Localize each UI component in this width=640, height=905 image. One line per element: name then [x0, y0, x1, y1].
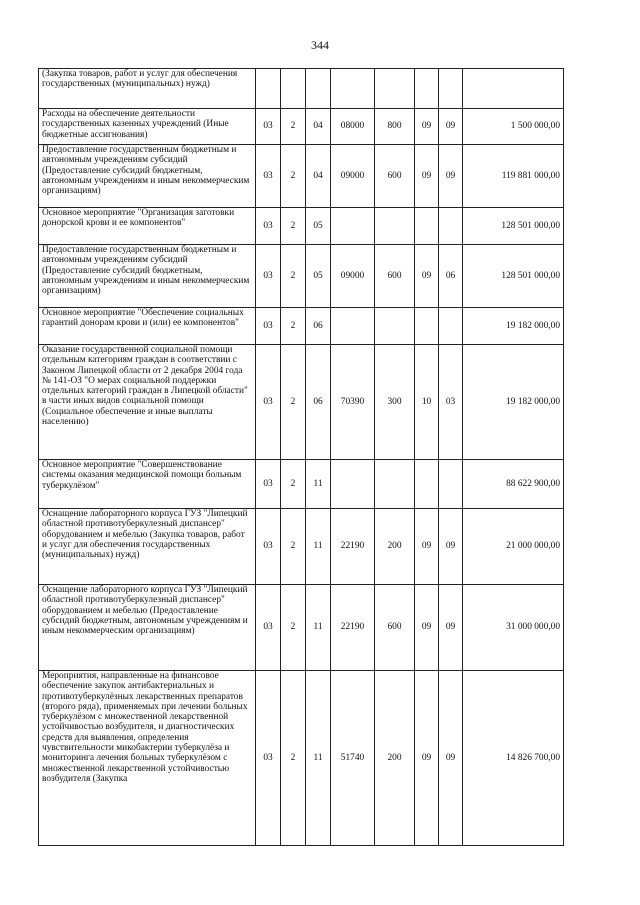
row-description: Оснащение лабораторного корпуса ГУЗ "Липецкий областной противотуберкулезный диспансер" оборудованием и мебелью (Закупка товаров, работ и услуг для обеспечения государственных (муниципальных) нужд) — [39, 509, 256, 585]
main-activity-code: 05 — [306, 245, 331, 308]
main-activity-code: 06 — [306, 345, 331, 460]
main-activity-code: 11 — [306, 509, 331, 585]
table-row — [39, 109, 564, 145]
table-row — [39, 509, 564, 585]
table-row — [39, 145, 564, 208]
direction-code — [331, 208, 375, 245]
subprogram-code: 2 — [281, 145, 306, 208]
main-activity-code: 06 — [306, 308, 331, 345]
amount-value: 128 501 000,00 — [463, 245, 564, 308]
direction-code — [331, 69, 375, 109]
subprogram-code: 2 — [281, 345, 306, 460]
table-row — [39, 345, 564, 460]
expense-type-code: 200 — [375, 509, 415, 585]
table-row — [39, 208, 564, 245]
expense-type-code — [375, 308, 415, 345]
main-activity-code: 11 — [306, 460, 331, 509]
expense-type-code: 600 — [375, 245, 415, 308]
direction-code — [331, 460, 375, 509]
main-activity-code: 04 — [306, 145, 331, 208]
section-code — [415, 308, 439, 345]
expense-type-code — [375, 69, 415, 109]
expense-type-code — [375, 460, 415, 509]
direction-code: 70390 — [331, 345, 375, 460]
section-code — [415, 460, 439, 509]
amount-value: 31 000 000,00 — [463, 585, 564, 671]
section-code — [415, 69, 439, 109]
row-description: Основное мероприятие "Организация заготовки донорской крови и ее компонентов" — [39, 208, 256, 245]
row-description: Основное мероприятие "Совершенствование системы оказания медицинской помощи больным туберкулёзом" — [39, 460, 256, 509]
amount-value: 19 182 000,00 — [463, 345, 564, 460]
amount-value: 119 881 000,00 — [463, 145, 564, 208]
expense-type-code: 600 — [375, 585, 415, 671]
direction-code: 08000 — [331, 109, 375, 145]
subsection-code: 09 — [439, 145, 463, 208]
subprogram-code: 2 — [281, 585, 306, 671]
row-description: Основное мероприятие "Обеспечение социальных гарантий донорам крови и (или) ее компонентов" — [39, 308, 256, 345]
direction-code: 51740 — [331, 671, 375, 846]
section-code: 09 — [415, 585, 439, 671]
table-row — [39, 585, 564, 671]
subprogram-code — [281, 69, 306, 109]
subprogram-code: 2 — [281, 671, 306, 846]
expense-type-code: 600 — [375, 145, 415, 208]
expense-type-code: 300 — [375, 345, 415, 460]
subprogram-code: 2 — [281, 509, 306, 585]
row-description: Расходы на обеспечение деятельности государственных казенных учреждений (Иные бюджетные ассигнования) — [39, 109, 256, 145]
table-row — [39, 460, 564, 509]
program-code: 03 — [256, 308, 281, 345]
direction-code: 09000 — [331, 245, 375, 308]
table-row — [39, 671, 564, 846]
amount-value: 128 501 000,00 — [463, 208, 564, 245]
page-number: 344 — [311, 38, 329, 52]
row-description: Предоставление государственным бюджетным и автономным учреждениям субсидий (Предоставление субсидий бюджетным, автономным учреждениям и иным некоммерческим организациям) — [39, 245, 256, 308]
amount-value: 1 500 000,00 — [463, 109, 564, 145]
main-activity-code: 04 — [306, 109, 331, 145]
row-description: Оказание государственной социальной помощи отдельным категориям граждан в соответствии с Законом Липецкой области от 2 декабря 2004 года № 141-ОЗ "О мерах социальной поддержки отдельных категорий граждан в Липецкой области" в части иных видов социальной помощи (Социальное обеспечение и иные выплаты населению) — [39, 345, 256, 460]
subsection-code — [439, 69, 463, 109]
section-code: 09 — [415, 509, 439, 585]
program-code: 03 — [256, 145, 281, 208]
subsection-code — [439, 208, 463, 245]
subsection-code: 06 — [439, 245, 463, 308]
subsection-code — [439, 460, 463, 509]
section-code: 09 — [415, 245, 439, 308]
direction-code: 22190 — [331, 585, 375, 671]
direction-code: 22190 — [331, 509, 375, 585]
section-code: 10 — [415, 345, 439, 460]
section-code — [415, 208, 439, 245]
subsection-code: 09 — [439, 509, 463, 585]
subsection-code: 09 — [439, 671, 463, 846]
subprogram-code: 2 — [281, 208, 306, 245]
budget-table — [38, 68, 564, 846]
program-code: 03 — [256, 585, 281, 671]
row-description: Предоставление государственным бюджетным и автономным учреждениям субсидий (Предоставление субсидий бюджетным, автономным учреждениям и иным некоммерческим организациям) — [39, 145, 256, 208]
subprogram-code: 2 — [281, 308, 306, 345]
expense-type-code — [375, 208, 415, 245]
program-code — [256, 69, 281, 109]
amount-value — [463, 69, 564, 109]
program-code: 03 — [256, 345, 281, 460]
main-activity-code: 11 — [306, 585, 331, 671]
row-description: (Закупка товаров, работ и услуг для обеспечения государственных (муниципальных) нужд) — [39, 69, 256, 109]
section-code: 09 — [415, 145, 439, 208]
program-code: 03 — [256, 245, 281, 308]
expense-type-code: 200 — [375, 671, 415, 846]
subsection-code: 09 — [439, 109, 463, 145]
amount-value: 14 826 700,00 — [463, 671, 564, 846]
program-code: 03 — [256, 460, 281, 509]
row-description: Мероприятия, направленные на финансовое обеспечение закупок антибактериальных и противотуберкулёзных лекарственных препаратов (второго ряда), применяемых при лечении больных туберкулёзом с множественной лекарственной устойчивостью возбудителя, и диагностических средств для выявления, определения чувствительности микобактерии туберкулёза и мониторинга лечения больных туберкулёзом с множественной лекарственной устойчивостью возбудителя (Закупка — [39, 671, 256, 846]
row-description: Оснащение лабораторного корпуса ГУЗ "Липецкий областной противотуберкулезный диспансер" оборудованием и мебелью (Предоставление субсидий бюджетным, автономным учреждениям и иным некоммерческим организациям) — [39, 585, 256, 671]
table-row — [39, 69, 564, 109]
program-code: 03 — [256, 671, 281, 846]
amount-value: 19 182 000,00 — [463, 308, 564, 345]
program-code: 03 — [256, 109, 281, 145]
amount-value: 21 000 000,00 — [463, 509, 564, 585]
section-code: 09 — [415, 109, 439, 145]
section-code: 09 — [415, 671, 439, 846]
subsection-code — [439, 308, 463, 345]
subsection-code: 09 — [439, 585, 463, 671]
main-activity-code: 05 — [306, 208, 331, 245]
table-row — [39, 308, 564, 345]
direction-code — [331, 308, 375, 345]
subprogram-code: 2 — [281, 109, 306, 145]
subprogram-code: 2 — [281, 245, 306, 308]
subsection-code: 03 — [439, 345, 463, 460]
program-code: 03 — [256, 509, 281, 585]
program-code: 03 — [256, 208, 281, 245]
main-activity-code: 11 — [306, 671, 331, 846]
table-row — [39, 245, 564, 308]
direction-code: 09000 — [331, 145, 375, 208]
amount-value: 88 622 900,00 — [463, 460, 564, 509]
expense-type-code: 800 — [375, 109, 415, 145]
subprogram-code: 2 — [281, 460, 306, 509]
main-activity-code — [306, 69, 331, 109]
